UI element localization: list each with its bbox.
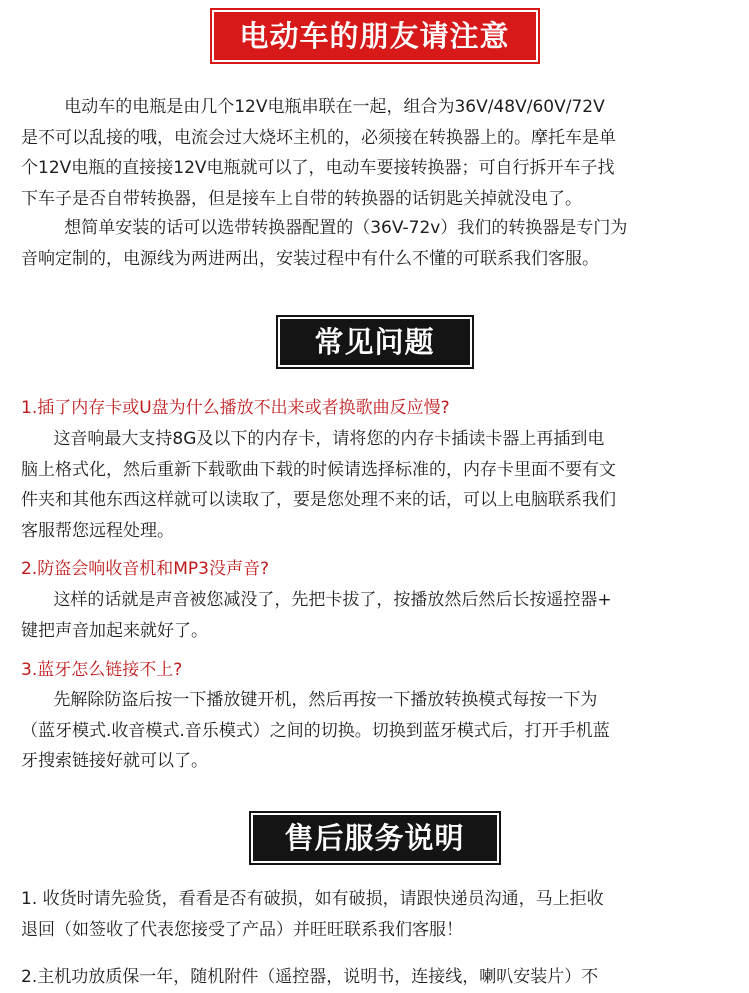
section-title-ebike <box>0 10 749 62</box>
faq-question-3: 3.蓝牙怎么链接不上? <box>21 660 183 680</box>
faq-title: 常见问题 <box>278 317 472 367</box>
faq-answer-3: 先解除防盗后按一下播放键开机，然后再按一下播放转换模式每按一下为 （蓝牙模式.收音模式.音乐模式）之间的切换。切换到蓝牙模式后，打开手机蓝 牙搜索链接好就可以了。 <box>21 690 610 771</box>
aftersales-item-1: 1. 收货时请先验货，看看是否有破损，如有破损，请跟快递员沟通，马上拒收 退回（如签收了代表您接受了产品）并旺旺联系我们客服！ <box>21 889 604 940</box>
ebike-battery-paragraph: 电动车的电瓶是由几个12V电瓶串联在一起，组合为36V/48V/60V/72V 是不可以乱接的哦，电流会过大烧坏主机的，必须接在转换器上的。摩托车是单 个12V电瓶的直接接12V电瓶就可以了，电动车要接转换器；可自行拆开车子找 下车子是否自带转换器，但是接车上自带的转换器的话钥匙关掉就没电了。 <box>21 97 616 209</box>
aftersales-title: 售后服务说明 <box>251 813 499 863</box>
faq-question-2: 2.防盗会响收音机和MP3没声音? <box>21 559 269 579</box>
aftersales-item-2: 2.主机功放质保一年，随机附件（遥控器，说明书，连接线，喇叭安装片）不 <box>21 967 599 987</box>
faq-answer-2: 这样的话就是声音被您减没了，先把卡拔了，按播放然后然后长按遥控器+ 键把声音加起来就好了。 <box>21 590 612 641</box>
faq-question-1: 1.插了内存卡或U盘为什么播放不出来或者换歌曲反应慢? <box>21 398 450 418</box>
converter-install-paragraph: 想简单安装的话可以选带转换器配置的（36V-72v）我们的转换器是专门为 音响定制的，电源线为两进两出，安装过程中有什么不懂的可联系我们客服。 <box>21 218 628 269</box>
faq-answer-1: 这音响最大支持8G及以下的内存卡，请将您的内存卡插读卡器上再插到电 脑上格式化，然后重新下载歌曲下载的时候请选择标准的，内存卡里面不要有文 件夹和其他东西这样就可以读取了，要是您处理不来的话，可以上电脑联系我们 客服帮您远程处理。 <box>21 429 616 541</box>
ebike-notice-title: 电动车的朋友请注意 <box>212 10 538 62</box>
section-title-aftersales <box>0 813 749 863</box>
section-title-faq <box>0 317 749 367</box>
